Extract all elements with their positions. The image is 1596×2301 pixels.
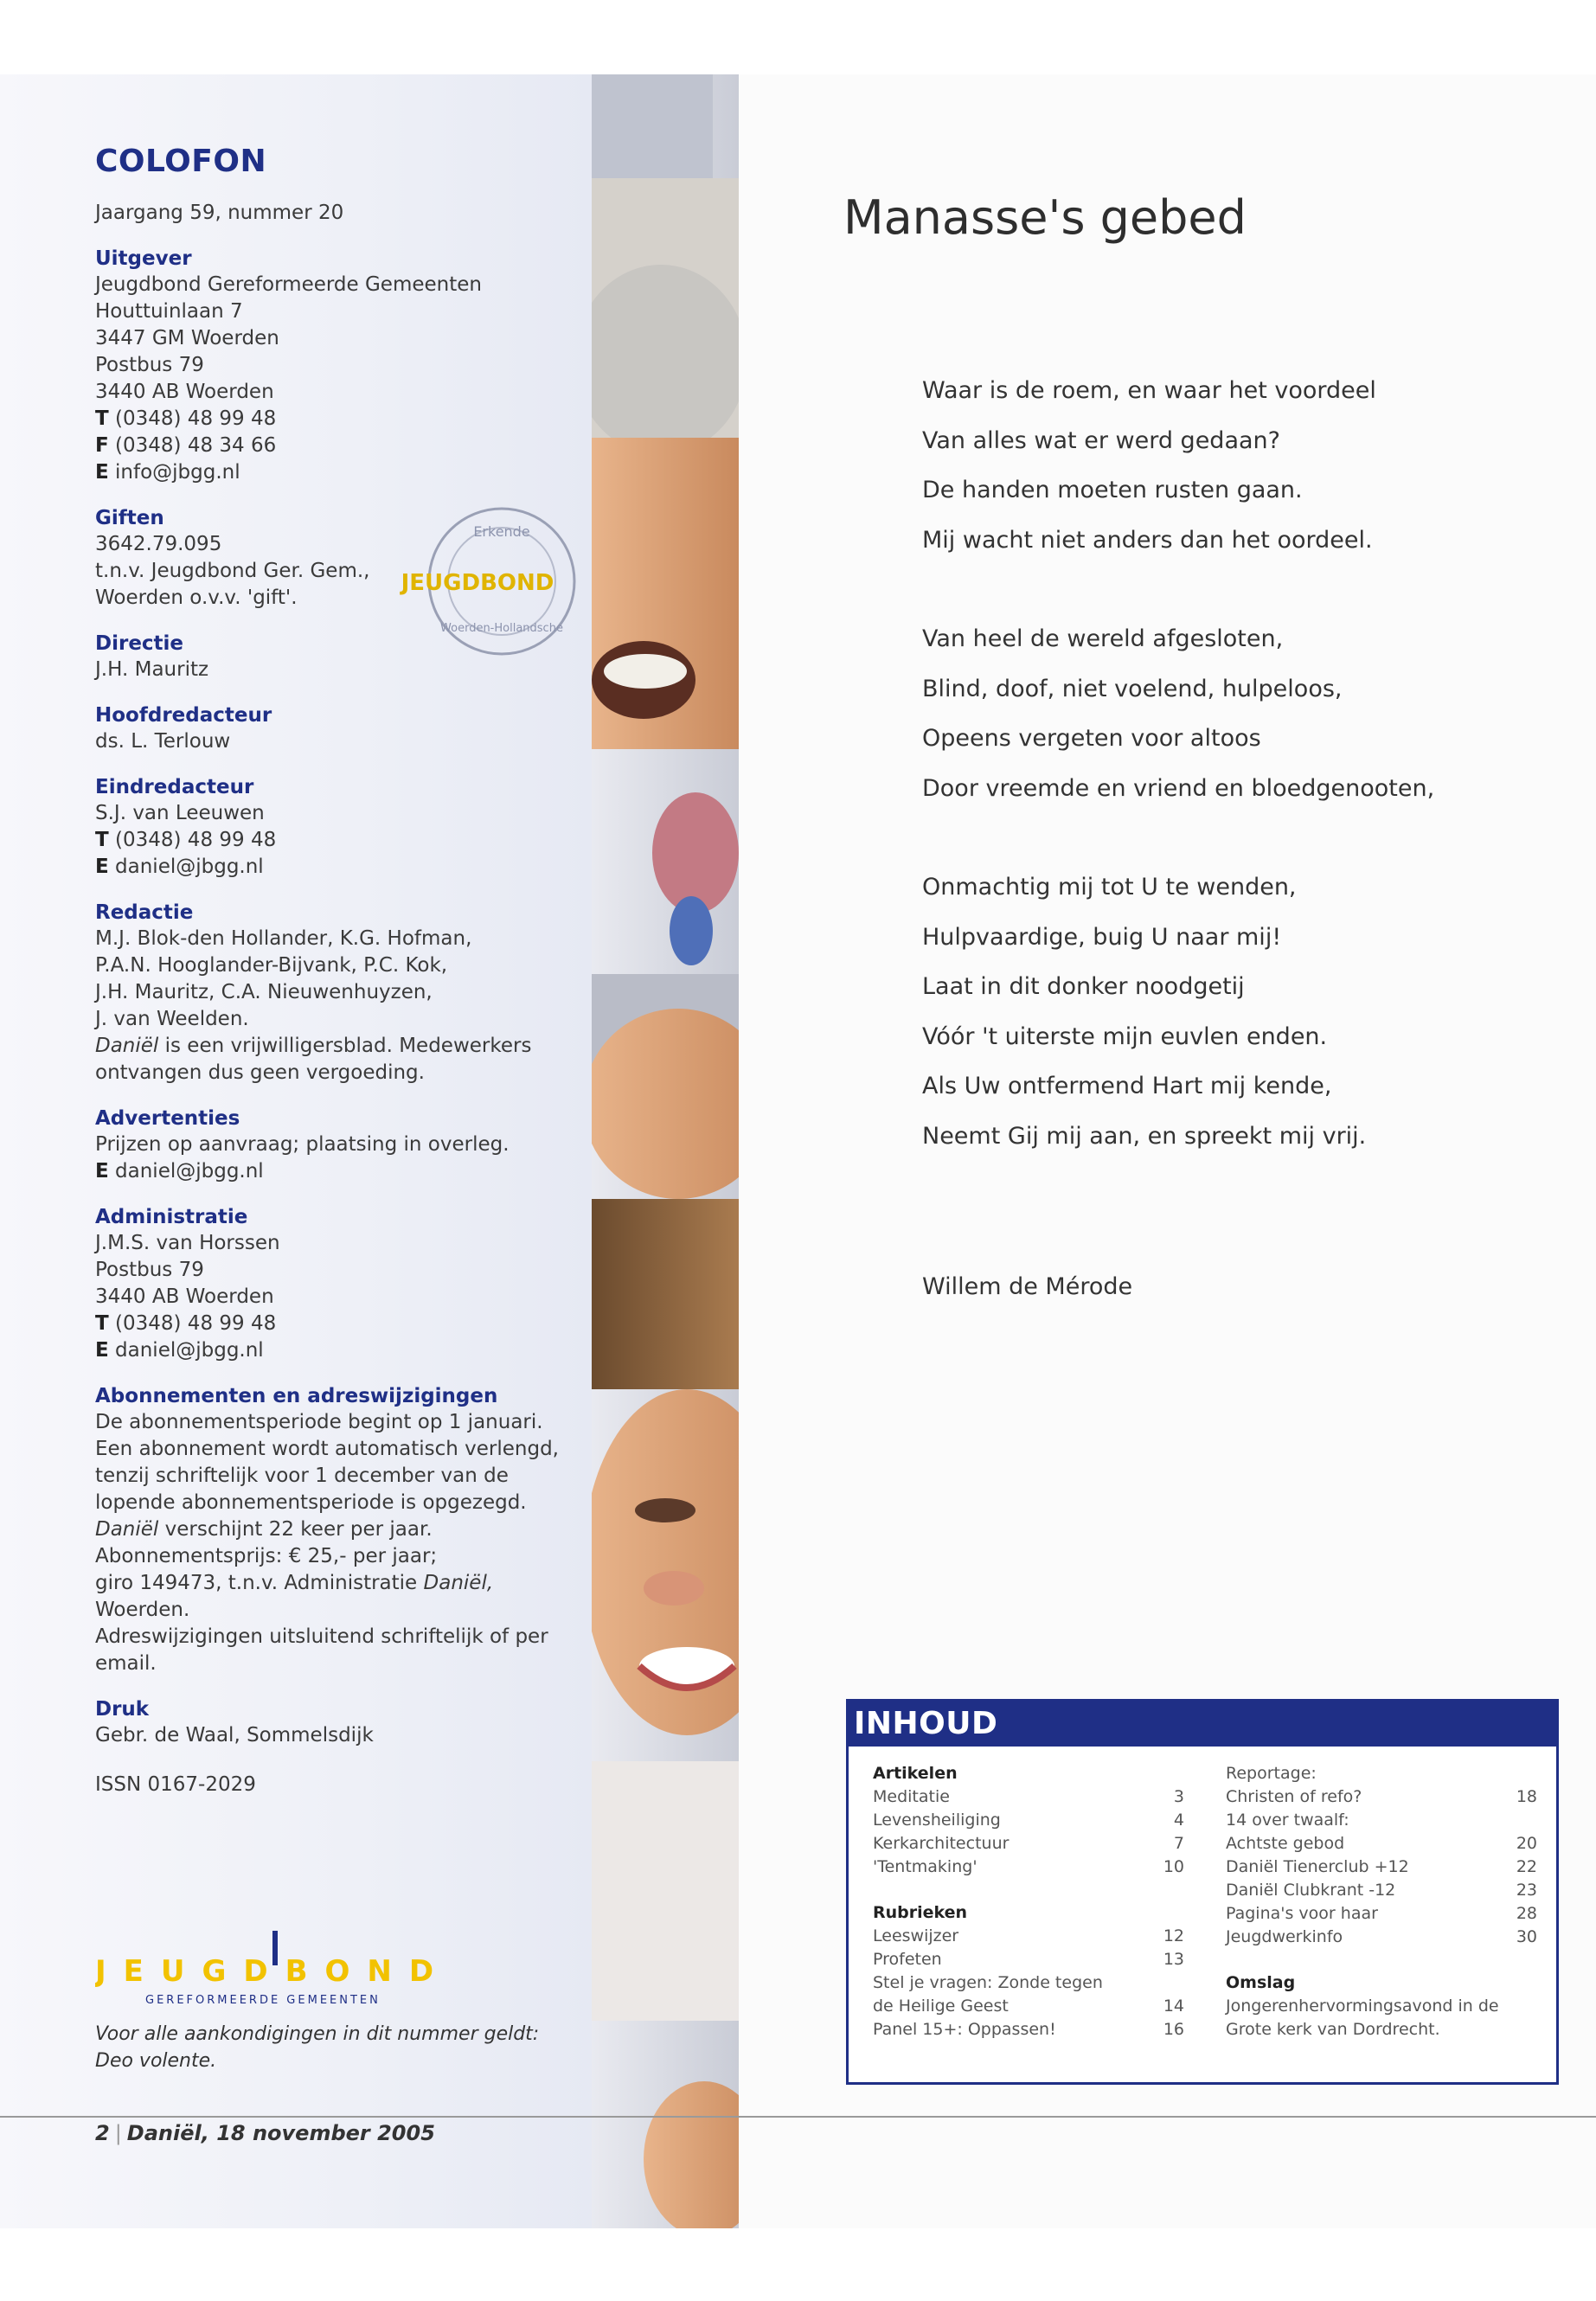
line-text: Een abonnement wordt automatisch verlengd,: [95, 1438, 559, 1460]
section-line: [95, 325, 580, 352]
footer-separator: |: [114, 2121, 122, 2145]
toc-entry-title: Daniël Tienerclub +12: [1226, 1857, 1409, 1876]
section-line: [95, 433, 580, 459]
toc-entry-title: Reportage:: [1226, 1764, 1317, 1783]
poem-line: De handen moeten rusten gaan.: [922, 477, 1303, 503]
contact-prefix: T: [95, 1312, 109, 1335]
line-text: Postbus 79: [95, 354, 204, 376]
toc-entry[interactable]: [873, 1856, 1184, 1879]
toc-page-number: [1511, 1762, 1537, 1785]
toc-entry-title: Levensheiliging: [873, 1811, 1001, 1830]
toc-heading: Rubrieken: [873, 1903, 968, 1922]
magazine-name: Daniël: [95, 1518, 159, 1541]
toc-entry[interactable]: [873, 1995, 1184, 2018]
section-line: [95, 585, 580, 612]
line-text: Houttuinlaan 7: [95, 300, 243, 323]
line-text: J.H. Mauritz, C.A. Nieuwenhuyzen,: [95, 981, 433, 1003]
stamp-logo-text: JEUGDBOND: [401, 570, 554, 596]
section-heading: Druk: [95, 1698, 150, 1721]
poem-stanza: [922, 374, 1545, 573]
colofon-section: [95, 1106, 580, 1185]
line-text: Jeugdbond Gereformeerde Gemeenten: [95, 273, 482, 296]
poem-line: Mij wacht niet anders dan het oordeel.: [922, 526, 1373, 554]
section-line: [95, 1516, 580, 1543]
colofon-section: [95, 631, 580, 683]
poem-body: [922, 374, 1545, 1218]
poem-line: Onmachtig mij tot U te wenden,: [922, 874, 1297, 901]
line-text: (0348) 48 99 48: [108, 407, 277, 430]
poem-line: Waar is de roem, en waar het voordeel: [922, 377, 1376, 404]
colofon-section: [95, 1204, 580, 1364]
section-line: [95, 1006, 580, 1033]
footer-divider: [0, 2116, 1596, 2118]
toc-entry[interactable]: [873, 1948, 1184, 1971]
section-heading: Giften: [95, 507, 164, 529]
toc-page-number: [1511, 1995, 1537, 2018]
poem-line: Neemt Gij mij aan, en spreekt mij vrij.: [922, 1122, 1367, 1150]
section-line: [95, 1570, 580, 1597]
section-line: [95, 1463, 580, 1490]
section-line: [95, 1284, 580, 1311]
line-text: (0348) 48 99 48: [108, 1312, 277, 1335]
line-text: J.M.S. van Horssen: [95, 1232, 280, 1254]
section-heading: Redactie: [95, 901, 194, 924]
section-line: [95, 1409, 580, 1436]
colofon-title: COLOFON: [95, 144, 267, 179]
toc-entry-title: Kerkarchitectuur: [873, 1834, 1010, 1853]
poem-stanza: [922, 870, 1545, 1169]
section-line: [95, 979, 580, 1006]
poem-title: Manasse's gebed: [843, 190, 1247, 245]
toc-entry-title: Grote kerk van Dordrecht.: [1226, 2020, 1440, 2039]
section-heading: Abonnementen en adreswijzigingen: [95, 1385, 498, 1407]
section-heading: Directie: [95, 632, 184, 655]
page-footer: [95, 2121, 435, 2145]
contact-prefix: T: [95, 829, 109, 851]
toc-entry[interactable]: [873, 2018, 1184, 2041]
line-text: is een vrijwilligersblad. Medewerkers: [158, 1035, 532, 1057]
line-text: De abonnementsperiode begint op 1 januari.: [95, 1411, 543, 1433]
poem-stanza: [922, 622, 1545, 821]
toc-spacer: [1226, 1949, 1537, 1971]
logo-subtitle: GEREFORMEERDE GEMEENTEN: [145, 1994, 381, 2007]
section-line: [95, 800, 580, 827]
issn: ISSN 0167-2029: [95, 1773, 256, 1796]
colofon-section: [95, 1383, 580, 1677]
toc-entry-title: Jeugdwerkinfo: [1226, 1927, 1343, 1946]
toc-page-number: 13: [1163, 1950, 1184, 1969]
toc-page-number: [1511, 2018, 1537, 2041]
toc-entry-title: de Heilige Geest: [873, 1997, 1009, 2016]
poem-line: Opeens vergeten voor altoos: [922, 725, 1261, 752]
toc-entry[interactable]: [1226, 1926, 1537, 1949]
line-text: Woerden.: [95, 1599, 190, 1621]
line-text: 3440 AB Woerden: [95, 1285, 274, 1308]
line-text: 3642.79.095: [95, 533, 222, 555]
toc-entry-title: Jongerenhervormingsavond in de: [1226, 1997, 1499, 2016]
section-line: [95, 1311, 580, 1337]
toc-entry-title: Achtste gebod: [1226, 1834, 1345, 1853]
section-line: [95, 531, 580, 558]
section-heading: Uitgever: [95, 247, 192, 270]
toc-page-number: 23: [1516, 1881, 1537, 1900]
section-line: [95, 298, 580, 325]
section-line: [95, 406, 580, 433]
toc-page-number: 10: [1163, 1857, 1184, 1876]
line-text: daniel@jbgg.nl: [108, 1160, 264, 1183]
line-text: Postbus 79: [95, 1259, 204, 1281]
contact-prefix: E: [95, 461, 109, 484]
section-line: [95, 558, 580, 585]
section-line: [95, 1230, 580, 1257]
inhoud-title: INHOUD: [849, 1702, 1556, 1747]
line-text: tenzij schriftelijk voor 1 december van de: [95, 1465, 509, 1487]
section-line: [95, 952, 580, 979]
section-line: [95, 854, 580, 881]
line-text: ontvangen dus geen vergoeding.: [95, 1061, 425, 1084]
toc-heading: Artikelen: [873, 1764, 958, 1783]
colofon-section: [95, 1696, 580, 1749]
line-text: P.A.N. Hooglander-Bijvank, P.C. Kok,: [95, 954, 448, 977]
toc-page-number: [1511, 1809, 1537, 1832]
poem-line: Laat in dit donker noodgetij: [922, 973, 1245, 1000]
toc-entry[interactable]: [1226, 1879, 1537, 1902]
section-line: [95, 1597, 580, 1624]
toc-page-number: 14: [1163, 1997, 1184, 2016]
colofon-section: [95, 774, 580, 881]
poem-line: Blind, doof, niet voelend, hulpeloos,: [922, 675, 1343, 702]
issue-date: Daniël, 18 november 2005: [126, 2121, 435, 2145]
contact-prefix: E: [95, 856, 109, 878]
colofon-section: [95, 900, 580, 1086]
magazine-name: Daniël: [95, 1035, 159, 1057]
section-line: [95, 1060, 580, 1086]
section-line: [95, 379, 580, 406]
line-text: (0348) 48 34 66: [108, 434, 277, 457]
toc-entry[interactable]: [1226, 1785, 1537, 1809]
edition-info: Jaargang 59, nummer 20: [95, 202, 344, 224]
line-text: M.J. Blok-den Hollander, K.G. Hofman,: [95, 927, 472, 950]
line-text: J.H. Mauritz: [95, 658, 209, 681]
toc-page-number: 16: [1163, 2020, 1184, 2039]
poem-line: Door vreemde en vriend en bloedgenooten,: [922, 774, 1435, 802]
toc-entry-title: Leeswijzer: [873, 1926, 959, 1945]
section-line: [95, 1624, 580, 1650]
line-text: info@jbgg.nl: [108, 461, 240, 484]
stamp-bottom-text: Woerden-Hollandsche: [440, 622, 563, 635]
toc-heading: Omslag: [1226, 1973, 1296, 1992]
toc-entry[interactable]: [1226, 1809, 1537, 1832]
toc-entry-title: Pagina's voor haar: [1226, 1904, 1378, 1923]
line-text: S.J. van Leeuwen: [95, 802, 265, 824]
toc-entry[interactable]: [1226, 1995, 1537, 2018]
toc-entry-title: Stel je vragen: Zonde tegen: [873, 1973, 1103, 1992]
stamp-top-text: Erkende: [473, 523, 530, 540]
toc-entry[interactable]: [873, 1785, 1184, 1809]
line-text: 3447 GM Woerden: [95, 327, 279, 349]
toc-entry[interactable]: [1226, 1762, 1537, 1785]
line-text: verschijnt 22 keer per jaar.: [158, 1518, 433, 1541]
logo-wordmark: JEUGDBOND: [95, 1954, 452, 1989]
section-line: [95, 1722, 580, 1749]
toc-page-number: 7: [1173, 1834, 1184, 1853]
line-text: t.n.v. Jeugdbond Ger. Gem.,: [95, 560, 370, 582]
line-text: daniel@jbgg.nl: [108, 856, 264, 878]
poem-author: Willem de Mérode: [922, 1273, 1133, 1300]
section-line: [95, 1158, 580, 1185]
inhoud-column-2: [1226, 1762, 1537, 2041]
toc-entry[interactable]: [1226, 2018, 1537, 2041]
deo-volente-note: Voor alle aankondigingen in dit nummer geldt: Deo volente.: [95, 2023, 540, 2072]
line-text: ds. L. Terlouw: [95, 730, 231, 753]
magazine-name: Daniël,: [423, 1572, 494, 1594]
section-line: [95, 728, 580, 755]
section-line: [95, 1490, 580, 1516]
toc-page-number: 12: [1163, 1926, 1184, 1945]
line-text: Prijzen op aanvraag; plaatsing in overleg.: [95, 1133, 510, 1156]
colofon-section: [95, 505, 580, 612]
line-text: (0348) 48 99 48: [108, 829, 277, 851]
line-text: giro 149473, t.n.v. Administratie: [95, 1572, 424, 1594]
section-heading: Administratie: [95, 1206, 248, 1228]
section-line: [95, 1543, 580, 1570]
section-line: [95, 1650, 580, 1677]
section-line: [95, 1337, 580, 1364]
line-text: Adreswijzigingen uitsluitend schriftelijk of per: [95, 1625, 548, 1648]
toc-page-number: 28: [1516, 1904, 1537, 1923]
section-line: [95, 657, 580, 683]
line-text: Abonnementsprijs: € 25,- per jaar;: [95, 1545, 438, 1567]
inhoud-box: [846, 1699, 1559, 2085]
section-line: [95, 352, 580, 379]
poem-line: Vóór 't uiterste mijn euvlen enden.: [922, 1022, 1328, 1050]
toc-entry[interactable]: [1226, 1832, 1537, 1856]
poem-line: Van heel de wereld afgesloten,: [922, 625, 1284, 652]
toc-page-number: [1158, 1971, 1184, 1995]
toc-page-number: 3: [1173, 1787, 1184, 1806]
section-line: [95, 1131, 580, 1158]
toc-entry[interactable]: [873, 1971, 1184, 1995]
line-text: Gebr. de Waal, Sommelsdijk: [95, 1724, 374, 1747]
poem-line: Hulpvaardige, buig U naar mij!: [922, 923, 1282, 951]
toc-entry-title: Christen of refo?: [1226, 1787, 1362, 1806]
section-line: [95, 1033, 580, 1060]
section-heading: Advertenties: [95, 1107, 240, 1130]
page-number: 2: [95, 2121, 110, 2145]
toc-entry[interactable]: [873, 1832, 1184, 1856]
line-text: J. van Weelden.: [95, 1008, 249, 1030]
contact-prefix: F: [95, 434, 109, 457]
toc-page-number: 4: [1173, 1811, 1184, 1830]
toc-page-number: 22: [1516, 1857, 1537, 1876]
section-line: [95, 1257, 580, 1284]
section-line: [95, 926, 580, 952]
poem-line: Als Uw ontfermend Hart mij kende,: [922, 1073, 1332, 1099]
toc-entry-title: Meditatie: [873, 1787, 950, 1806]
section-heading: Eindredacteur: [95, 776, 254, 798]
toc-spacer: [873, 1879, 1184, 1901]
colofon: [95, 143, 580, 1798]
toc-entry[interactable]: [1226, 1856, 1537, 1879]
toc-entry-title: Profeten: [873, 1950, 942, 1969]
poem-line: Van alles wat er werd gedaan?: [922, 426, 1280, 454]
contact-prefix: E: [95, 1339, 109, 1362]
colofon-section: [95, 702, 580, 755]
line-text: email.: [95, 1652, 157, 1675]
toc-entry[interactable]: [1226, 1902, 1537, 1926]
section-heading: Hoofdredacteur: [95, 704, 272, 727]
section-line: [95, 272, 580, 298]
colofon-section: [95, 246, 580, 486]
toc-page-number: 18: [1516, 1787, 1537, 1806]
toc-page-number: 20: [1516, 1834, 1537, 1853]
toc-entry[interactable]: [873, 1925, 1184, 1948]
line-text: 3440 AB Woerden: [95, 381, 274, 403]
inhoud-column-1: [873, 1762, 1184, 2041]
cover-photo-strip: [592, 74, 739, 2228]
line-text: Woerden o.v.v. 'gift'.: [95, 586, 298, 609]
toc-entry-title: 14 over twaalf:: [1226, 1811, 1349, 1830]
contact-prefix: E: [95, 1160, 109, 1183]
toc-entry-title: Panel 15+: Oppassen!: [873, 2020, 1056, 2039]
section-line: [95, 827, 580, 854]
colofon-sections: [95, 246, 580, 1749]
contact-prefix: T: [95, 407, 109, 430]
section-line: [95, 1436, 580, 1463]
line-text: lopende abonnementsperiode is opgezegd.: [95, 1491, 527, 1514]
section-line: [95, 459, 580, 486]
line-text: daniel@jbgg.nl: [108, 1339, 264, 1362]
toc-entry[interactable]: [873, 1809, 1184, 1832]
toc-entry-title: 'Tentmaking': [873, 1857, 977, 1876]
jeugdbond-logo: [95, 1931, 484, 2013]
toc-entry-title: Daniël Clubkrant -12: [1226, 1881, 1396, 1900]
toc-page-number: 30: [1516, 1927, 1537, 1946]
